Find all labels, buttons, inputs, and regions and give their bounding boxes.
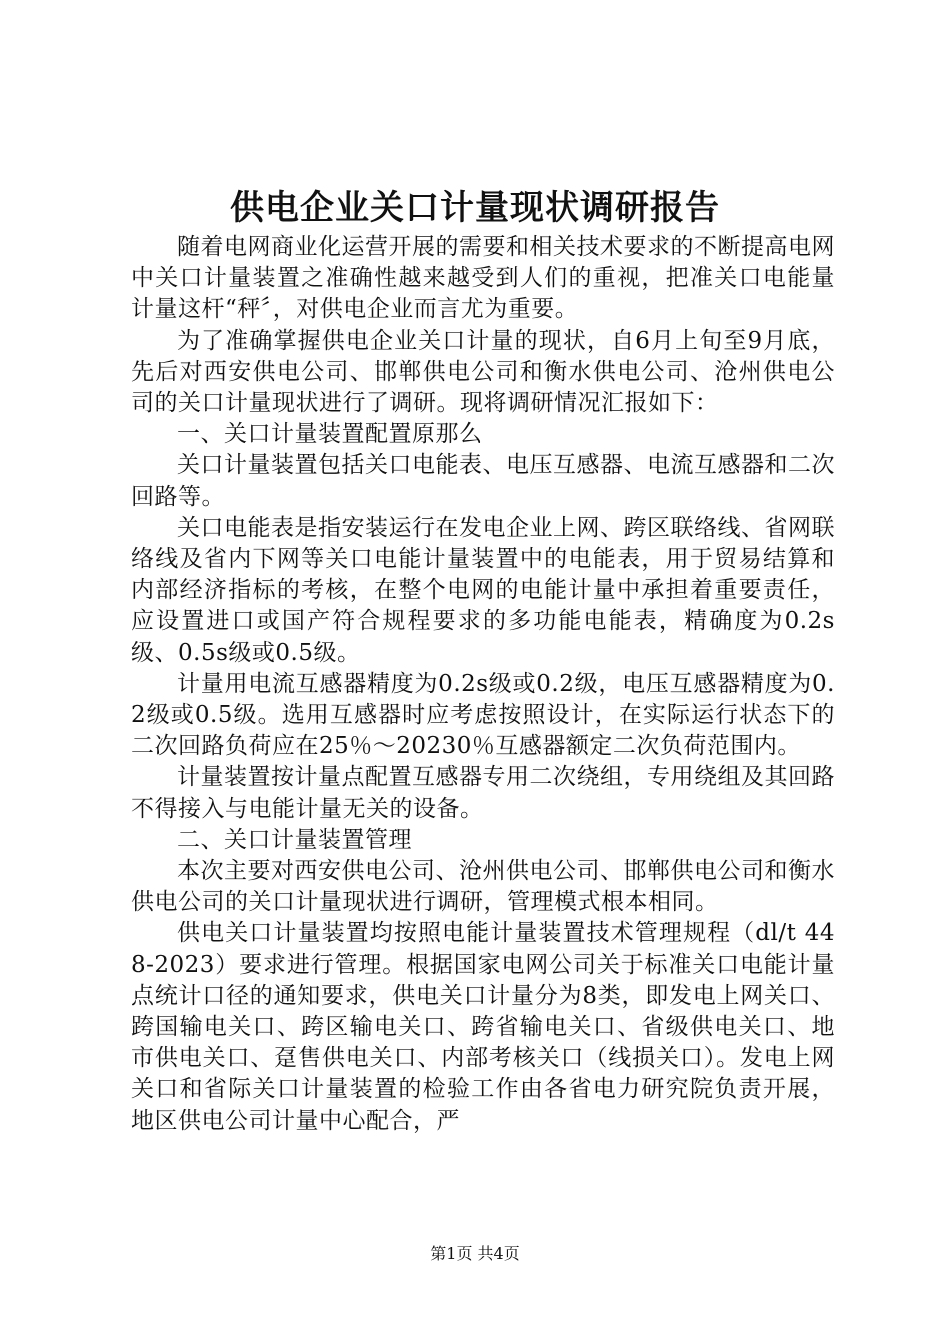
- paragraph-meters: 关口电能表是指安装运行在发电企业上网、跨区联络线、省网联络线及省内下网等关口电能计量装置中的电能表，用于贸易结算和内部经济指标的考核，在整个电网的电能计量中承担着重要责任，应设置进口或国产符合规程要求的多功能电能表，精确度为0.2s级、0.5s级或0.5级。: [131, 514, 835, 666]
- section-heading-1: 一、关口计量装置配置原那么: [177, 421, 483, 448]
- paragraph-components: 关口计量装置包括关口电能表、电压互感器、电流互感器和二次回路等。: [131, 452, 835, 510]
- page-total: 共4页: [477, 1244, 520, 1263]
- page-footer: [0, 1243, 950, 1265]
- page-number: 第1页: [430, 1244, 473, 1263]
- section-heading-2: 二、关口计量装置管理: [177, 826, 412, 853]
- paragraph-survey-scope: 为了准确掌握供电企业关口计量的现状，自6月上旬至9月底，先后对西安供电公司、邯郸供电公司和衡水供电公司、沧州供电公司的关口计量现状进行了调研。现将调研情况汇报如下：: [131, 327, 835, 417]
- paragraph-management-rules: 供电关口计量装置均按照电能计量装置技术管理规程（dl/t 448-2023）要求进行管理。根据国家电网公司关于标准关口电能计量点统计口径的通知要求，供电关口计量分为8类，即发电上网关口、跨国输电关口、跨区输电关口、跨省输电关口、省级供电关口、地市供电关口、趸售供电关口、内部考核关口（线损关口）。发电上网关口和省际关口计量装置的检验工作由各省电力研究院负责开展，地区供电公司计量中心配合，严: [131, 920, 835, 1134]
- document-title: 供电企业关口计量现状调研报告: [230, 188, 720, 228]
- document-body: [131, 232, 835, 1137]
- paragraph-windings: 计量装置按计量点配置互感器专用二次绕组，专用绕组及其回路不得接入与电能计量无关的设备。: [131, 764, 835, 822]
- paragraph-management-scope: 本次主要对西安供电公司、沧州供电公司、邯郸供电公司和衡水供电公司的关口计量现状进行调研，管理模式根本相同。: [131, 858, 835, 916]
- paragraph-intro: 随着电网商业化运营开展的需要和相关技术要求的不断提高电网中关口计量装置之准确性越来越受到人们的重视，把准关口电能量计量这杆“秤〞，对供电企业而言尤为重要。: [131, 234, 835, 323]
- paragraph-transformers: 计量用电流互感器精度为0.2s级或0.2级，电压互感器精度为0.2级或0.5级。选用互感器时应考虑按照设计，在实际运行状态下的二次回路负荷应在25％～20230％互感器额定二次负荷范围内。: [131, 670, 835, 760]
